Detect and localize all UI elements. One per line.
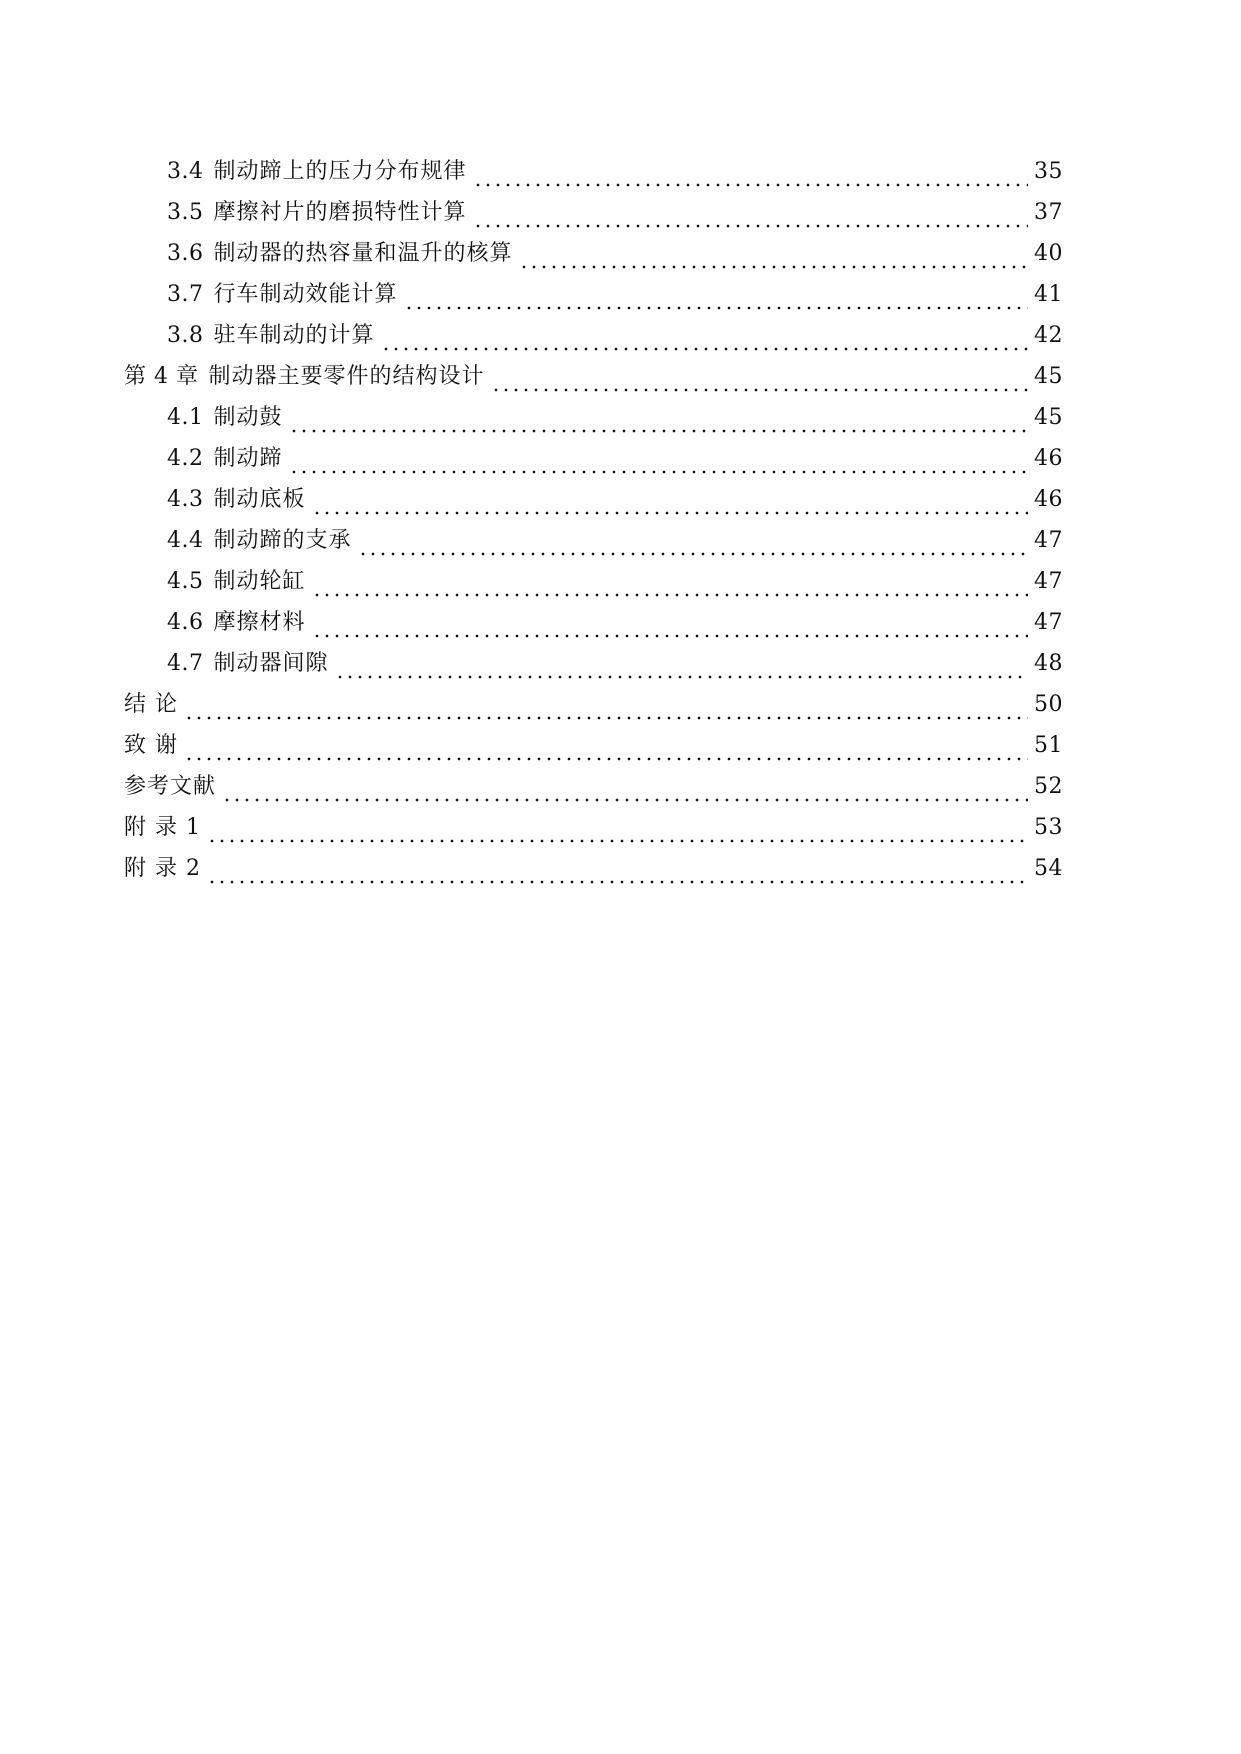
toc-entry-title: 致 谢 [124,733,178,758]
toc-entry-page: 46 [1034,487,1063,512]
toc-entry-number: 3.8 [167,323,204,348]
toc-entry[interactable] [124,565,1062,599]
toc-appendix-entry[interactable] [124,811,1062,845]
toc-entry-number: 3.4 [167,159,204,184]
toc-entry-number: 4.2 [167,446,204,471]
toc-entry-title: 驻车制动的计算 [213,323,375,348]
toc-entry[interactable] [124,319,1062,353]
toc-entry-page: 45 [1034,364,1063,389]
toc-entry-number: 4.7 [167,651,204,676]
toc-dot-leader [473,196,1028,230]
toc-entry-page: 35 [1034,159,1063,184]
toc-dot-leader [519,237,1028,271]
toc-entry[interactable] [124,278,1062,312]
toc-entry[interactable] [124,155,1062,189]
toc-entry-title: 制动器间隙 [213,651,329,676]
toc-entry-page: 46 [1034,446,1063,471]
toc-dot-leader [473,155,1028,189]
toc-appendix-entry[interactable] [124,852,1062,886]
toc-dot-leader [312,606,1028,640]
toc-entry-page: 42 [1034,323,1063,348]
toc-dot-leader [381,319,1028,353]
toc-entry[interactable] [124,401,1062,435]
toc-dot-leader [404,278,1028,312]
toc-acknowledgements-entry[interactable] [124,729,1062,763]
toc-entry-page: 53 [1034,815,1063,840]
toc-entry-page: 47 [1034,569,1063,594]
toc-entry[interactable] [124,196,1062,230]
toc-entry-page: 47 [1034,528,1063,553]
toc-entry[interactable] [124,606,1062,640]
toc-entry-title: 结 论 [124,692,178,717]
toc-entry-title: 制动器的热容量和温升的核算 [213,241,513,266]
toc-entry-title: 制动鼓 [213,405,283,430]
toc-entry-title: 制动轮缸 [213,569,306,594]
toc-dot-leader [184,729,1028,763]
toc-entry-number: 4.1 [167,405,204,430]
toc-entry-number: 4.4 [167,528,204,553]
toc-dot-leader [184,688,1028,722]
toc-chapter-title: 制动器主要零件的结构设计 [208,364,485,389]
toc-entry[interactable] [124,237,1062,271]
toc-references-entry[interactable] [124,770,1062,804]
toc-dot-leader [491,360,1029,394]
toc-chapter-number: 第 4 章 [124,364,199,389]
toc-entry-title: 附 录 2 [124,856,201,881]
toc-entry-page: 37 [1034,200,1063,225]
toc-entry-number: 4.5 [167,569,204,594]
toc-entry[interactable] [124,524,1062,558]
toc-entry-number: 3.7 [167,282,204,307]
toc-entry-title: 制动蹄上的压力分布规律 [213,159,467,184]
toc-conclusion-entry[interactable] [124,688,1062,722]
toc-dot-leader [289,442,1028,476]
toc-dot-leader [312,483,1028,517]
toc-entry-page: 45 [1034,405,1063,430]
toc-entry-title: 行车制动效能计算 [213,282,398,307]
toc-entry-number: 4.6 [167,610,204,635]
toc-dot-leader [222,770,1028,804]
toc-entry-number: 3.6 [167,241,204,266]
toc-entry[interactable] [124,442,1062,476]
toc-entry-title: 摩擦材料 [213,610,306,635]
toc-entry-title: 附 录 1 [124,815,201,840]
toc-entry-page: 41 [1034,282,1063,307]
toc-entry-title: 制动蹄的支承 [213,528,352,553]
toc-entry-number: 3.5 [167,200,204,225]
toc-dot-leader [312,565,1028,599]
toc-dot-leader [207,811,1028,845]
toc-chapter-entry[interactable] [124,360,1062,394]
toc-entry-title: 制动蹄 [213,446,283,471]
toc-entry-page: 40 [1034,241,1063,266]
toc-entry[interactable] [124,483,1062,517]
toc-entry-title: 参考文献 [124,774,217,799]
toc-entry-number: 4.3 [167,487,204,512]
toc-entry-title: 制动底板 [213,487,306,512]
toc-dot-leader [289,401,1028,435]
toc-entry-page: 50 [1034,692,1063,717]
toc-entry-page: 47 [1034,610,1063,635]
toc-entry-title: 摩擦衬片的磨损特性计算 [213,200,467,225]
toc-entry[interactable] [124,647,1062,681]
toc-dot-leader [207,852,1028,886]
toc-entry-page: 52 [1034,774,1063,799]
toc-dot-leader [335,647,1028,681]
toc-entry-page: 51 [1034,733,1063,758]
toc-entry-page: 54 [1034,856,1063,881]
toc-entry-page: 48 [1034,651,1063,676]
toc-dot-leader [358,524,1028,558]
